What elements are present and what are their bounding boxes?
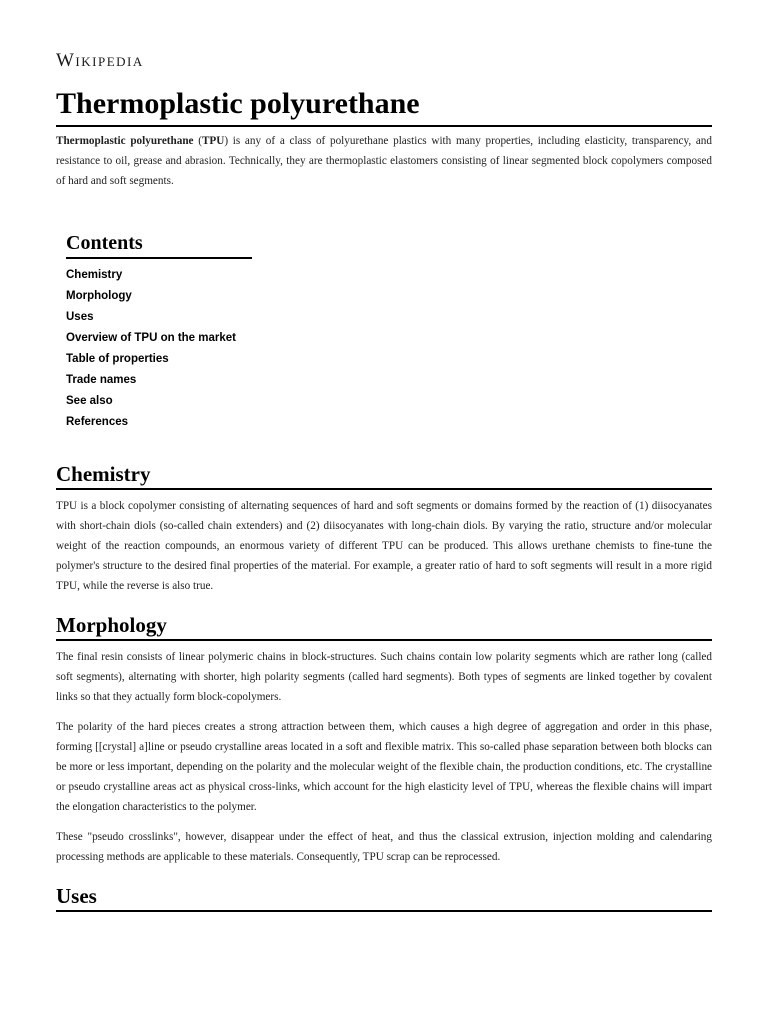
toc-item-chemistry[interactable]: Chemistry bbox=[66, 269, 123, 281]
section-chemistry bbox=[56, 496, 712, 596]
toc-item-trade-names[interactable]: Trade names bbox=[66, 374, 137, 386]
morphology-paragraph-2: The polarity of the hard pieces creates a strong attraction between them, which causes a high degree of aggregation and order in this phase, forming [[crystal] a]line or pseudo crystalline areas located in a soft and flexible matrix. This so-called phase separation between both blocks can be more or less important, depending on the polarity and the molecular weight of the flexible chain, the production conditions, etc. The crystalline or pseudo crystalline areas act as physical cross-links, which account for the high elasticity level of TPU, whereas the flexible chains will impart the elongation characteristics to the polymer. bbox=[56, 721, 712, 813]
intro-abbr: TPU bbox=[201, 135, 225, 147]
toc-item-uses[interactable]: Uses bbox=[66, 311, 94, 323]
toc-item-table-of-properties[interactable]: Table of properties bbox=[66, 353, 169, 365]
toc-item-overview[interactable]: Overview of TPU on the market bbox=[66, 332, 236, 344]
toc-item-morphology[interactable]: Morphology bbox=[66, 290, 132, 302]
section-morphology bbox=[56, 647, 712, 867]
morphology-paragraph-3: These "pseudo crosslinks", however, disappear under the effect of heat, and thus the classical extrusion, injection molding and calendaring processing methods are applicable to these materials. Consequently, TPU scrap can be reprocessed. bbox=[56, 831, 712, 863]
section-heading-morphology: Morphology bbox=[56, 611, 712, 641]
chemistry-paragraph: TPU is a block copolymer consisting of alternating sequences of hard and soft segments or domains formed by the reaction of (1) diisocyanates with short-chain diols (so-called chain extenders) and (2) diisocyanates with long-chain diols. By varying the ratio, structure and/or molecular weight of the reaction compounds, an enormous variety of different TPU can be produced. This allows urethane chemists to fine-tune the polymer's structure to the desired final properties of the material. For example, a greater ratio of hard to soft segments will result in a more rigid TPU, while the reverse is also true. bbox=[56, 500, 712, 592]
intro-open-paren: ( bbox=[193, 135, 202, 147]
toc-item-references[interactable]: References bbox=[66, 416, 129, 428]
wikipedia-logo[interactable]: Wikipedia bbox=[56, 50, 144, 71]
table-of-contents bbox=[66, 230, 252, 433]
toc-item-see-also[interactable]: See also bbox=[66, 395, 113, 407]
section-heading-chemistry: Chemistry bbox=[56, 460, 712, 490]
section-heading-uses: Uses bbox=[56, 882, 712, 912]
intro-rest: ) is any of a class of polyurethane plastics with many properties, including elasticity, transparency, and resistance to oil, grease and abrasion. Technically, they are thermoplastic elastomers consisting of linear segmented block copolymers composed of hard and soft segments. bbox=[56, 135, 712, 187]
page-title: Thermoplastic polyurethane bbox=[56, 84, 712, 127]
intro-paragraph bbox=[56, 131, 712, 191]
toc-title: Contents bbox=[66, 230, 252, 259]
toc-list bbox=[66, 265, 252, 433]
morphology-paragraph-1: The final resin consists of linear polymeric chains in block-structures. Such chains contain low polarity segments which are rather long (called soft segments), alternating with shorter, high polarity segments (called hard segments). Both types of segments are linked together by covalent links so that they actually form block-copolymers. bbox=[56, 651, 712, 703]
intro-bold-term: Thermoplastic polyurethane bbox=[56, 135, 194, 147]
